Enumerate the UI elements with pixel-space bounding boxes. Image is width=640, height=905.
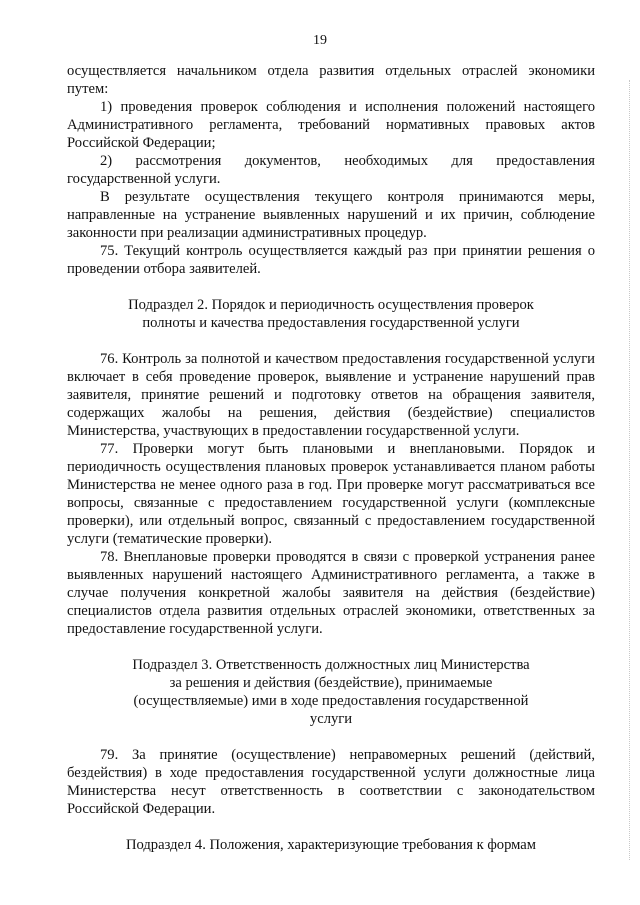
- scan-edge-mark: [628, 80, 630, 860]
- paragraph-control-result: В результате осуществления текущего контроля принимаются меры, направленные на устранение выявленных нарушений и их причин, соблюдение законности при реализации административных процедур.: [67, 189, 595, 241]
- subsection-3-heading-line-2: за решения и действия (бездействие), принимаемые: [169, 675, 493, 691]
- paragraph-intro: осуществляется начальником отдела развития отдельных отраслей экономики путем:: [67, 63, 595, 97]
- subsection-2-heading-line-2: полноты и качества предоставления государственной услуги: [142, 315, 520, 331]
- paragraph-76: 76. Контроль за полнотой и качеством предоставления государственной услуги включает в себя проведение проверок, выявление и устранение нарушений прав заявителя, принятие решений и подготовку ответов на обращения заявителя, содержащих жалобы на решения, действия (бездействие) специалистов Министерства, участвующих в предоставлении государственной услуги.: [67, 351, 595, 439]
- paragraph-75: 75. Текущий контроль осуществляется каждый раз при принятии решения о проведении отбора заявителей.: [67, 243, 595, 277]
- paragraph-78: 78. Внеплановые проверки проводятся в связи с проверкой устранения ранее выявленных нарушений настоящего Административного регламента, а также в случае получения конкретной жалобы заявителя на действия (бездействие) специалистов отдела развития отдельных отраслей экономики, ответственных за предоставление государственной услуги.: [67, 549, 595, 637]
- document-body: [67, 62, 595, 854]
- subsection-4-heading-line-1: Подраздел 4. Положения, характеризующие требования к формам: [125, 837, 537, 853]
- paragraph-79: 79. За принятие (осуществление) неправомерных решений (действий, бездействия) в ходе предоставления государственной услуги должностные лица Министерства несут ответственность в соответствии с законодательством Российской Федерации.: [67, 747, 595, 817]
- subsection-3-heading-line-1: Подраздел 3. Ответственность должностных лиц Министерства: [132, 657, 530, 673]
- paragraph-item-1: 1) проведения проверок соблюдения и исполнения положений настоящего Административного регламента, требований нормативных правовых актов Российской Федерации;: [67, 99, 595, 151]
- subsection-3-heading-line-4: услуги: [309, 711, 353, 727]
- paragraph-item-2: 2) рассмотрения документов, необходимых для предоставления государственной услуги.: [67, 153, 595, 187]
- subsection-2-heading-line-1: Подраздел 2. Порядок и периодичность осуществления проверок: [128, 297, 534, 313]
- paragraph-77: 77. Проверки могут быть плановыми и внеплановыми. Порядок и периодичность осуществления плановых проверок устанавливается планом работы Министерства не менее одного раза в год. При проверке могут рассматриваться все вопросы, связанные с предоставлением государственной услуги (комплексные проверки), или отдельный вопрос, связанный с предоставлением государственной услуги (тематические проверки).: [67, 441, 595, 547]
- subsection-3-heading-line-3: (осуществляемые) ими в ходе предоставления государственной: [133, 693, 529, 709]
- page-number: 19: [313, 33, 327, 48]
